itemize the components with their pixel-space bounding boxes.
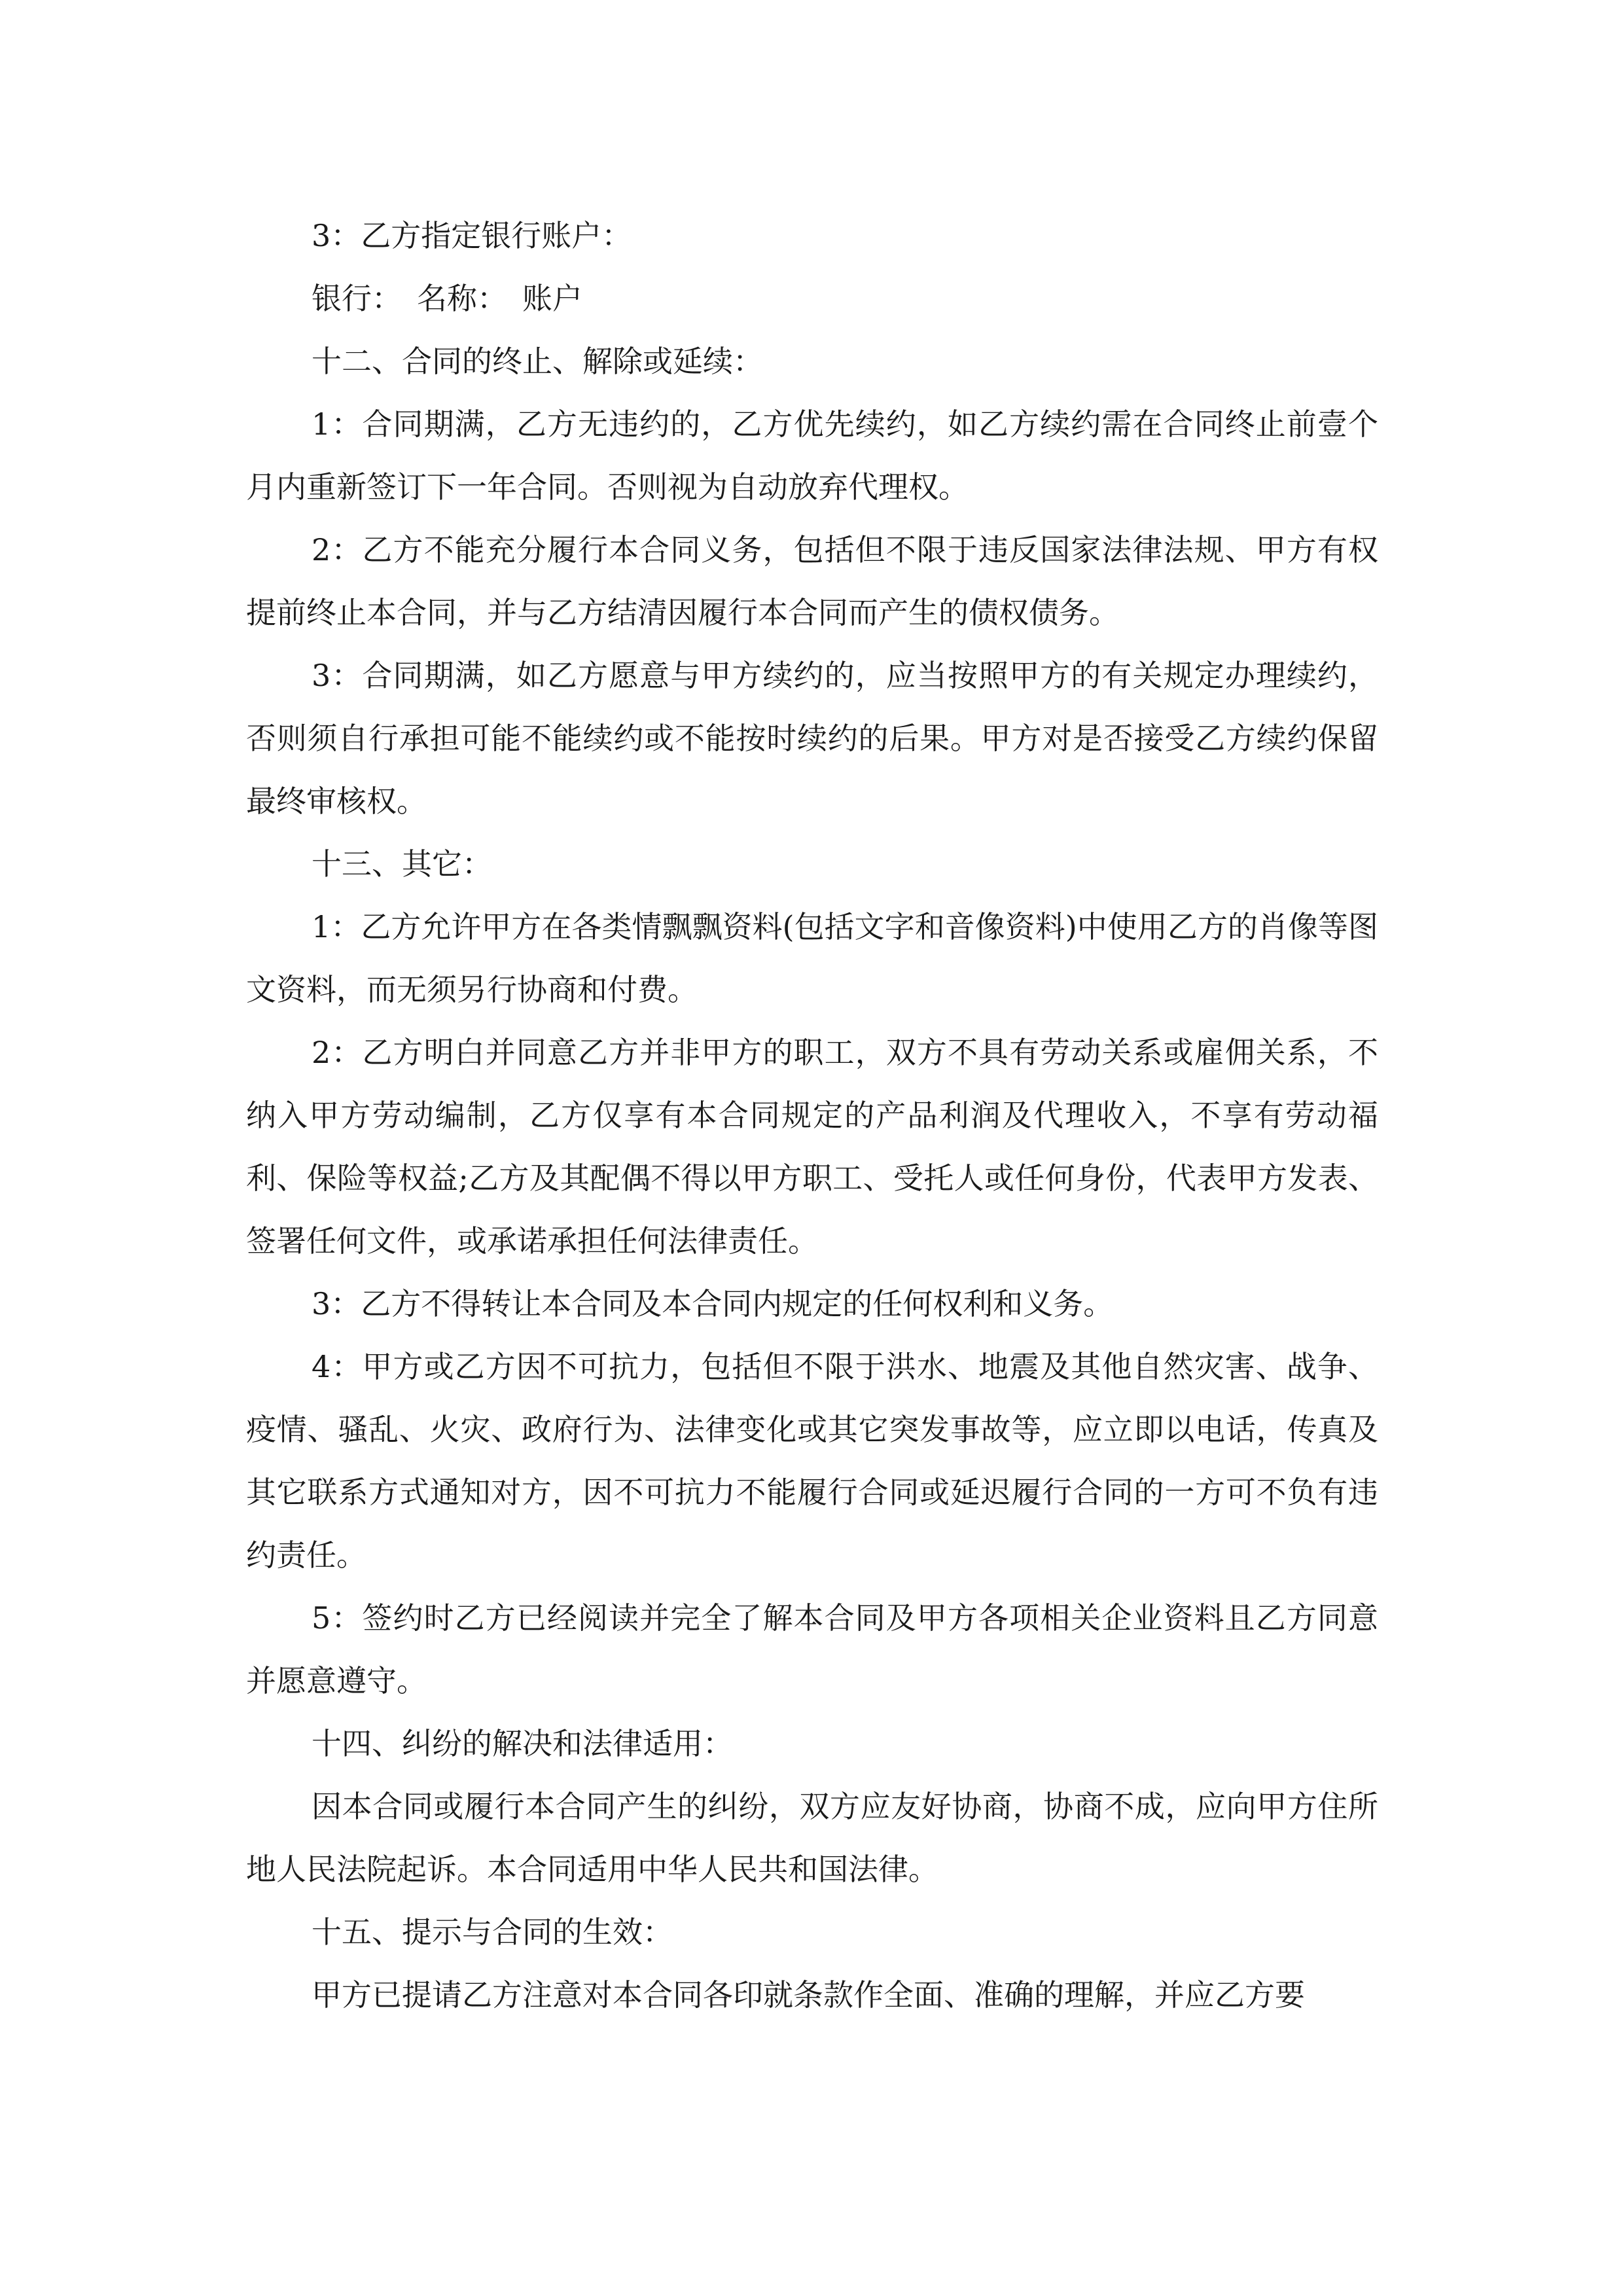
clause-paragraph: 3：合同期满，如乙方愿意与甲方续约的，应当按照甲方的有关规定办理续约，否则须自行承担可能不能续约或不能按时续约的后果。甲方对是否接受乙方续约保留最终审核权。 [246, 658, 1378, 819]
clause-paragraph: 因本合同或履行本合同产生的纠纷，双方应友好协商，协商不成，应向甲方住所地人民法院起诉。本合同适用中华人民共和国法律。 [246, 1789, 1378, 1887]
section-heading: 十四、纠纷的解决和法律适用： [312, 1726, 733, 1761]
clause-paragraph: 1：乙方允许甲方在各类情飘飘资料(包括文字和音像资料)中使用乙方的肖像等图文资料，而无须另行协商和付费。 [246, 909, 1378, 1007]
clause-paragraph: 甲方已提请乙方注意对本合同各印就条款作全面、准确的理解，并应乙方要 [312, 1977, 1305, 2013]
section-heading: 十五、提示与合同的生效： [312, 1914, 673, 1950]
contract-body [246, 204, 1378, 2026]
clause-paragraph: 3：乙方不得转让本合同及本合同内规定的任何权利和义务。 [312, 1286, 1114, 1321]
clause-paragraph: 4：甲方或乙方因不可抗力，包括但不限于洪水、地震及其他自然灾害、战争、疫情、骚乱、火灾、政府行为、法律变化或其它突发事故等，应立即以电话，传真及其它联系方式通知对方，因不可抗力不能履行合同或延迟履行合同的一方可不负有违约责任。 [246, 1349, 1378, 1573]
section-heading: 十三、其它： [312, 846, 492, 882]
clause-paragraph: 1：合同期满，乙方无违约的，乙方优先续约，如乙方续约需在合同终止前壹个月内重新签订下一年合同。否则视为自动放弃代理权。 [246, 406, 1378, 505]
clause-paragraph: 2：乙方不能充分履行本合同义务，包括但不限于违反国家法律法规、甲方有权提前终止本合同，并与乙方结清因履行本合同而产生的债权债务。 [246, 532, 1378, 630]
clause-paragraph: 3：乙方指定银行账户： [312, 218, 632, 253]
clause-paragraph: 2：乙方明白并同意乙方并非甲方的职工，双方不具有劳动关系或雇佣关系，不纳入甲方劳动编制，乙方仅享有本合同规定的产品利润及代理收入，不享有劳动福利、保险等权益;乙方及其配偶不得以甲方职工、受托人或任何身份，代表甲方发表、签署任何文件，或承诺承担任何法律责任。 [246, 1035, 1378, 1259]
section-heading: 十二、合同的终止、解除或延续： [312, 344, 763, 379]
clause-paragraph: 5：签约时乙方已经阅读并完全了解本合同及甲方各项相关企业资料且乙方同意并愿意遵守。 [246, 1600, 1378, 1698]
bank-info-line: 银行： 名称： 账户 [312, 281, 582, 316]
